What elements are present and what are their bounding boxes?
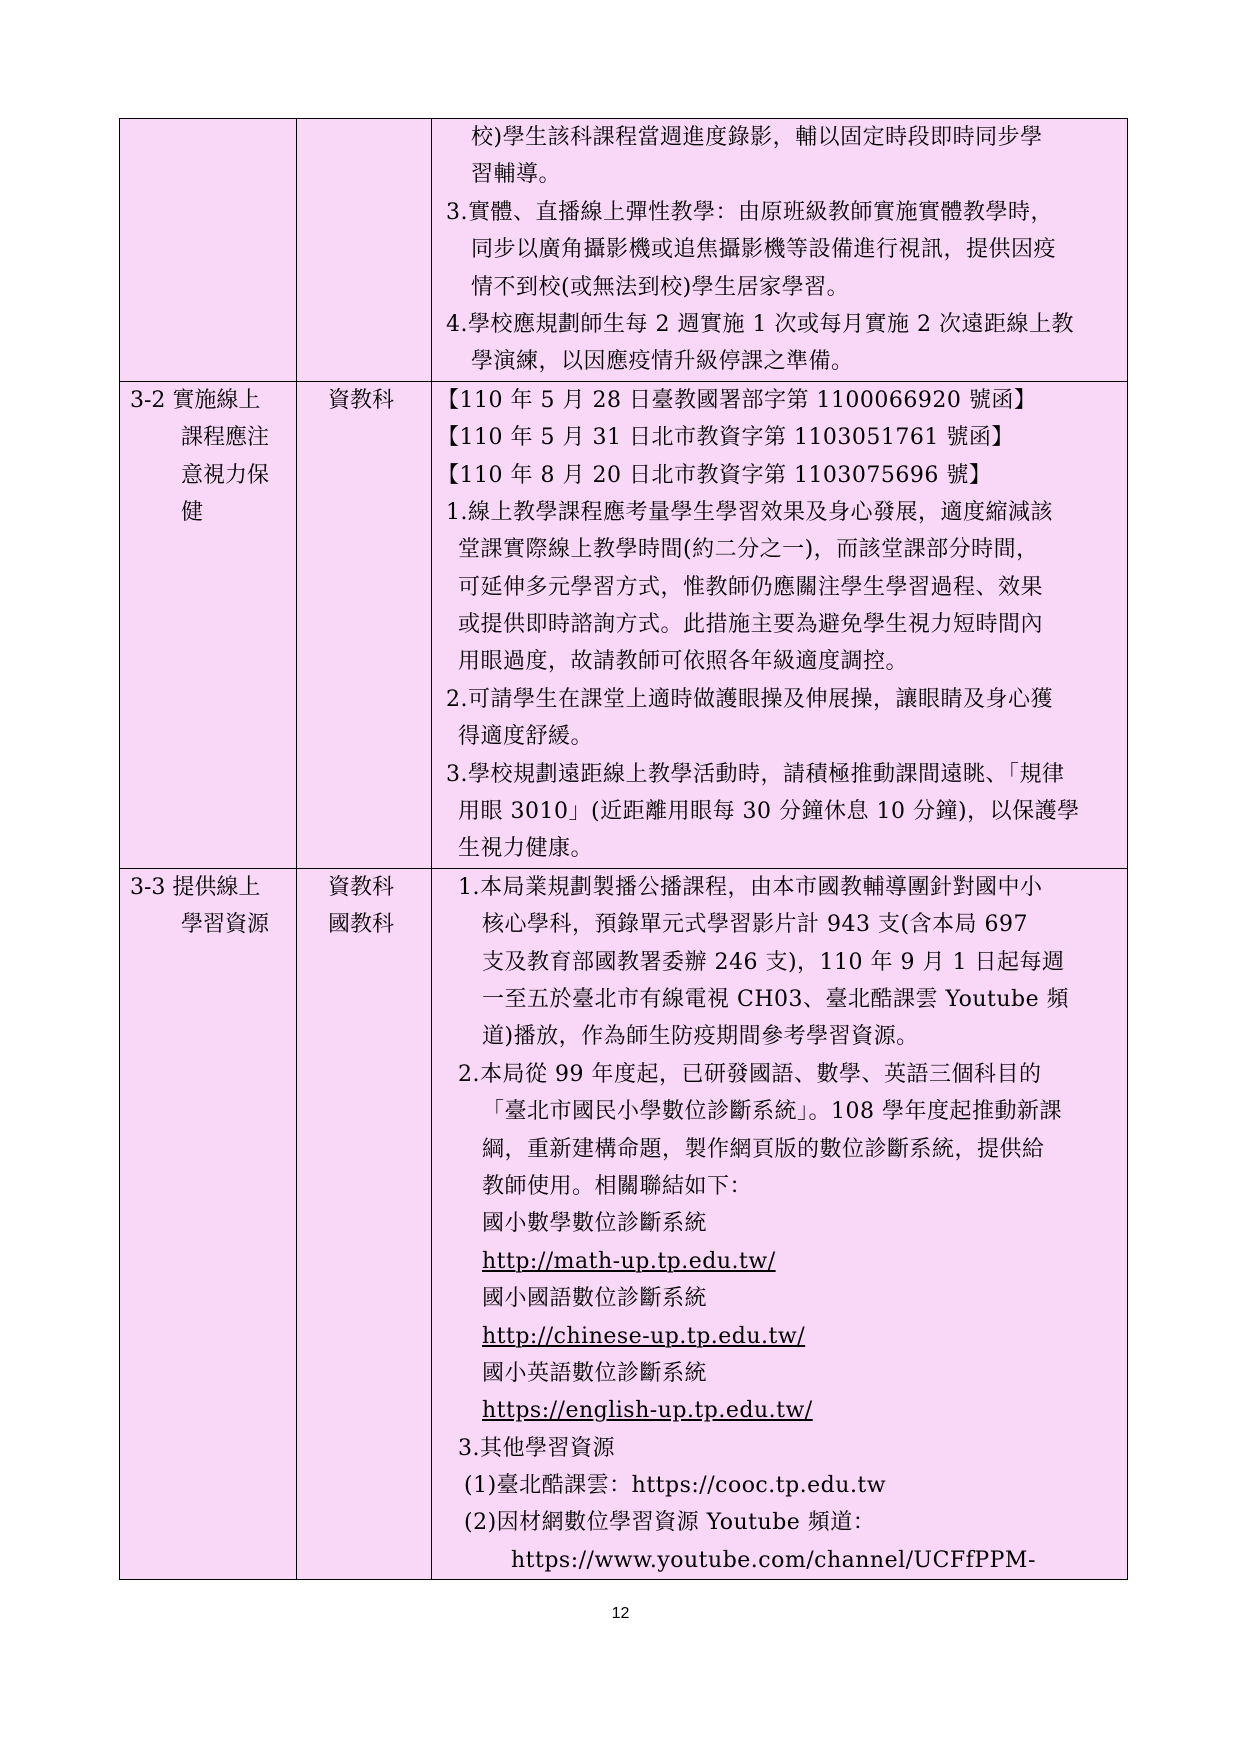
text-line: 國小英語數位診斷系統 — [482, 1360, 708, 1386]
text-line: 支及教育部國教署委辦 246 支)，110 年 9 月 1 日起每週 — [482, 949, 1065, 975]
text-line: 習輔導。 — [471, 162, 562, 188]
item-label: 課程應注 — [181, 425, 270, 451]
text-line: 用眼過度，故請教師可依照各年級適度調控。 — [458, 649, 909, 675]
text-line: 3.學校規劃遠距線上教學活動時，請積極推動課間遠眺、「規律 — [446, 761, 1065, 787]
table-row — [120, 119, 1128, 382]
text-line: (2)因材網數位學習資源 Youtube 頻道： — [464, 1510, 876, 1536]
unit-label: 資教科 — [328, 387, 395, 413]
text-line: 同步以廣角攝影機或追焦攝影機等設備進行視訊，提供因疫 — [471, 237, 1057, 263]
text-line: 情不到校(或無法到校)學生居家學習。 — [471, 274, 850, 300]
item-cell — [120, 381, 297, 868]
math-diagnosis-link[interactable]: http://math-up.tp.edu.tw/ — [482, 1248, 776, 1274]
item-label: 3-2 實施線上 — [130, 387, 261, 413]
reference-line: 【110 年 5 月 31 日北市教資字第 1103051761 號函】 — [437, 425, 1014, 451]
text-line: 道)播放，作為師生防疫期間參考學習資源。 — [482, 1024, 919, 1050]
text-line: 3.其他學習資源 — [458, 1435, 615, 1461]
text-line: 一至五於臺北市有線電視 CH03、臺北酷課雲 Youtube 頻 — [482, 986, 1070, 1012]
unit-cell — [297, 868, 432, 1579]
text-line: 3.實體、直播線上彈性教學：由原班級教師實施實體教學時， — [446, 199, 1053, 225]
item-cell — [120, 868, 297, 1579]
text-line: 得適度舒緩。 — [458, 724, 594, 750]
text-line: 「臺北市國民小學數位診斷系統」。108 學年度起推動新課 — [482, 1099, 1062, 1125]
item-label: 意視力保 — [181, 462, 270, 488]
item-label: 學習資源 — [181, 912, 270, 938]
text-line: 4.學校應規劃師生每 2 週實施 1 次或每月實施 2 次遠距線上教 — [446, 311, 1074, 337]
text-line: 1.本局業規劃製播公播課程，由本市國教輔導團針對國中小 — [458, 874, 1043, 900]
item-label: 健 — [181, 499, 204, 525]
text-line: 生視力健康。 — [458, 836, 594, 862]
item-cell — [120, 119, 297, 382]
text-line: 核心學科，預錄單元式學習影片計 943 支(含本局 697 — [482, 912, 1029, 938]
text-line: 2.可請學生在課堂上適時做護眼操及伸展操，讓眼睛及身心獲 — [446, 686, 1053, 712]
page-number: 12 — [611, 1605, 630, 1622]
unit-cell — [297, 381, 432, 868]
english-diagnosis-link[interactable]: https://english-up.tp.edu.tw/ — [482, 1398, 813, 1424]
table-row — [120, 381, 1128, 868]
text-line: 校)學生該科課程當週進度錄影，輔以固定時段即時同步學 — [471, 125, 1043, 150]
reference-line: 【110 年 5 月 28 日臺教國署部字第 1100066920 號函】 — [437, 387, 1037, 413]
content-cell — [432, 868, 1128, 1579]
item-label: 3-3 提供線上 — [130, 874, 261, 900]
text-line: 2.本局從 99 年度起，已研發國語、數學、英語三個科目的 — [458, 1061, 1042, 1087]
text-line: 國小國語數位診斷系統 — [482, 1286, 708, 1312]
reference-line: 【110 年 8 月 20 日北市教資字第 1103075696 號】 — [437, 462, 992, 488]
text-line: 堂課實際線上教學時間(約二分之一)，而該堂課部分時間， — [458, 537, 1039, 563]
text-line: 1.線上教學課程應考量學生學習效果及身心發展，適度縮減該 — [446, 499, 1053, 525]
unit-label: 資教科 — [328, 874, 395, 900]
unit-label: 國教科 — [328, 912, 395, 938]
text-line: 或提供即時諮詢方式。此措施主要為避免學生視力短時間內 — [458, 612, 1044, 638]
unit-cell — [297, 119, 432, 382]
text-line: https://www.youtube.com/channel/UCFfPPM- — [511, 1547, 1036, 1573]
content-cell — [432, 381, 1128, 868]
text-line: (1)臺北酷課雲：https://cooc.tp.edu.tw — [464, 1473, 887, 1499]
text-line: 教師使用。相關聯結如下： — [482, 1173, 753, 1199]
text-line: 用眼 3010」(近距離用眼每 30 分鐘休息 10 分鐘)，以保護學 — [458, 799, 1080, 825]
text-line: 綱，重新建構命題，製作網頁版的數位診斷系統，提供給 — [482, 1136, 1045, 1162]
measures-table — [119, 118, 1128, 1580]
text-line: 國小數學數位診斷系統 — [482, 1211, 708, 1237]
table-row — [120, 868, 1128, 1579]
text-line: 學演練，以因應疫情升級停課之準備。 — [471, 349, 854, 375]
chinese-diagnosis-link[interactable]: http://chinese-up.tp.edu.tw/ — [482, 1323, 806, 1349]
text-line: 可延伸多元學習方式，惟教師仍應關注學生學習過程、效果 — [458, 574, 1044, 600]
content-cell — [432, 119, 1128, 382]
